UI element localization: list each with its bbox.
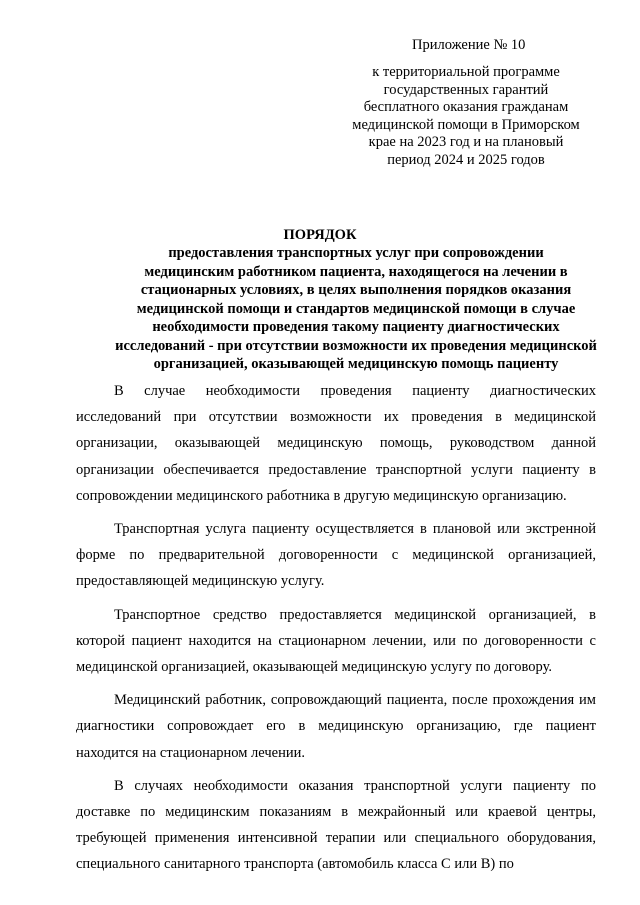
body-paragraph: Транспортное средство предоставляется медицинской организацией, в которой пациент находится на стационарном лечении, или по договоренности с медицинской организацией, оказывающей медицинскую услугу по договору. [76,606,596,676]
body-paragraph: В случае необходимости проведения пациенту диагностических исследований при отсутствии возможности их проведения в медицинской организации, оказывающей медицинскую помощь, руководством данной организации обеспечивается предоставление транспортной услуги пациенту в сопровождении медицинского работника в другую медицинскую организацию. [76,383,596,504]
body-paragraph: В случаях необходимости оказания транспортной услуги пациенту по доставке по медицинским показаниям в межрайонный или краевой центры, требующей применения интенсивной терапии или специального оборудования, специального санитарного транспорта (автомобиль класса С или В) по [76,777,596,873]
body-paragraph: Транспортная услуга пациенту осуществляется в плановой или экстренной форме по предварительной договоренности с медицинской организацией, предоставляющей медицинскую услугу. [76,521,596,590]
annex-line: бесплатного оказания гражданам [363,99,569,115]
body-paragraph: Медицинский работник, сопровождающий пациента, после прохождения им диагностики сопровождает его в медицинскую организацию, где пациент находится на стационарном лечении. [76,692,596,761]
annex-line: крае на 2023 год и на плановый [368,134,564,150]
annex-line: к территориальной программе [372,64,560,80]
annex-title: Приложение № 10 [412,37,526,53]
annex-line: медицинской помощи в Приморском [352,116,580,133]
subtitle-line: необходимости проведения такому пациенту диагностических [152,319,560,335]
subtitle-line: предоставления транспортных услуг при сопровождении [168,245,544,261]
subtitle-line: медицинской помощи и стандартов медицинской помощи в случае [136,300,576,317]
subtitle-line: стационарных условиях, в целях выполнения порядков оказания [140,282,572,298]
subtitle-line: медицинским работником пациента, находящегося на лечении в [144,263,568,280]
document-subtitle [110,244,602,374]
document-title: ПОРЯДОК [283,227,357,243]
document-body [76,378,596,878]
subtitle-line: исследований - при отсутствии возможности их проведения медицинской [115,337,597,354]
annex-line: государственных гарантий [383,81,549,98]
annex-reference [348,64,584,169]
subtitle-line: организацией, оказывающей медицинскую помощь пациенту [153,356,559,372]
annex-line: период 2024 и 2025 годов [387,151,545,168]
